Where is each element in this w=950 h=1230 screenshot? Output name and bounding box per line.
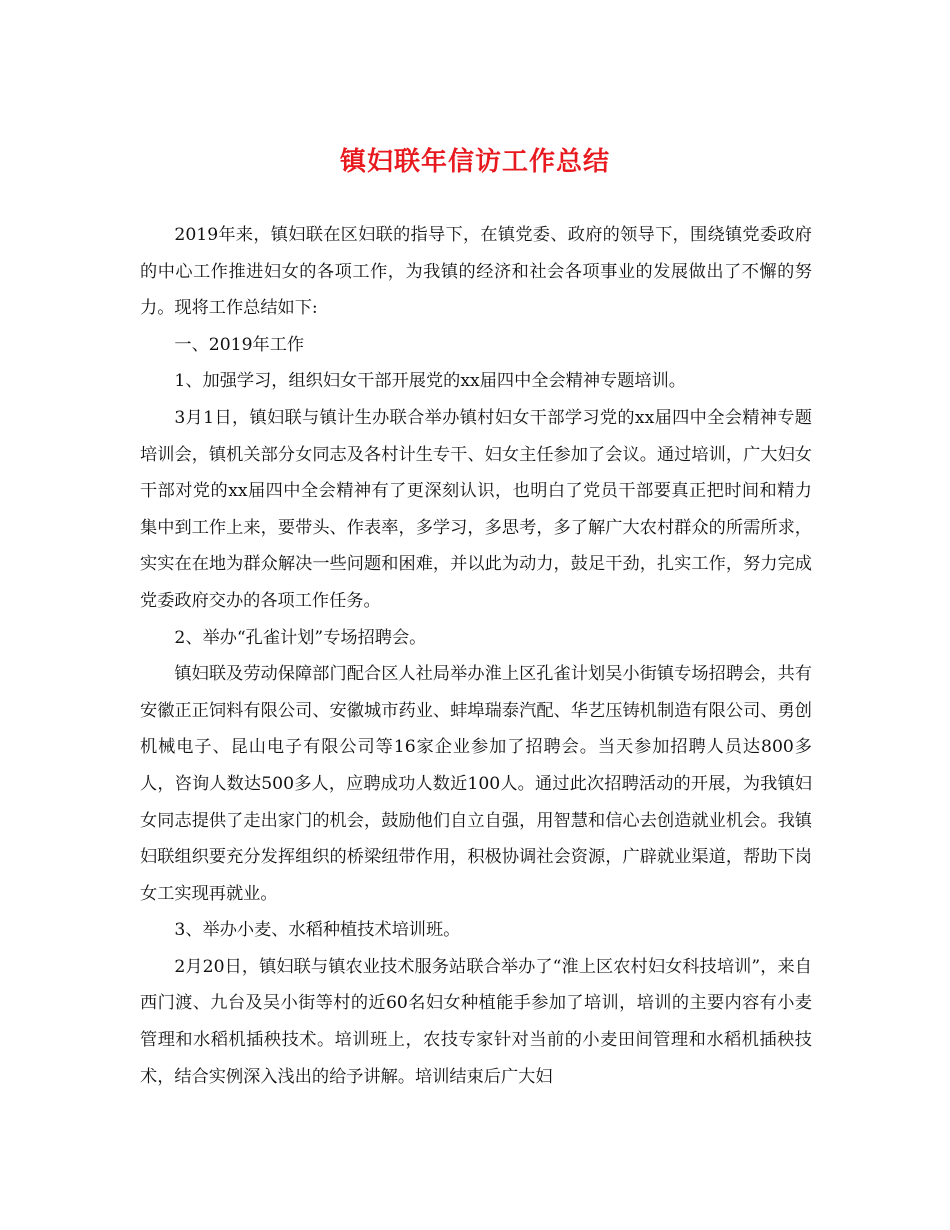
document-title: 镇妇联年信访工作总结 bbox=[339, 147, 610, 177]
item-heading-3: 3、举办小麦、水稻种植技术培训班。 bbox=[174, 920, 461, 941]
section-heading-2019-work: 一、2019年工作 bbox=[174, 334, 305, 355]
document-body bbox=[140, 217, 812, 1095]
paragraph-intro: 2019年来，镇妇联在区妇联的指导下，在镇党委、政府的领导下，围绕镇党委政府的中心工作推进妇女的各项工作，为我镇的经济和社会各项事业的发展做出了不懈的努力。现将工作总结如下: bbox=[140, 225, 812, 319]
paragraph-item-1: 3月1日，镇妇联与镇计生办联合举办镇村妇女干部学习党的xx届四中全会精神专题培训会，镇机关部分女同志及各村计生专干、妇女主任参加了会议。通过培训，广大妇女干部对党的xx届四中全会精神有了更深刻认识，也明白了党员干部要真正把时间和精力集中到工作上来，要带头、作表率，多学习，多思考，多了解广大农村群众的所需所求，实实在在地为群众解决一些问题和困难，并以此为动力，鼓足干劲，扎实工作，努力完成党委政府交办的各项工作任务。 bbox=[140, 407, 812, 611]
paragraph-item-2: 镇妇联及劳动保障部门配合区人社局举办淮上区孔雀计划吴小街镇专场招聘会，共有安徽正正饲料有限公司、安徽城市药业、蚌埠瑞泰汽配、华艺压铸机制造有限公司、勇创机械电子、昆山电子有限公司等16家企业参加了招聘会。当天参加招聘人员达800多人，咨询人数达500多人，应聘成功人数近100人。通过此次招聘活动的开展，为我镇妇女同志提供了走出家门的机会，鼓励他们自立自强，用智慧和信心去创造就业机会。我镇妇联组织要充分发挥组织的桥梁纽带作用，积极协调社会资源，广辟就业渠道，帮助下岗女工实现再就业。 bbox=[140, 664, 812, 904]
item-heading-1: 1、加强学习，组织妇女干部开展党的xx届四中全会精神专题培训。 bbox=[174, 371, 686, 392]
paragraph-item-3: 2月20日，镇妇联与镇农业技术服务站联合举办了“淮上区农村妇女科技培训”，来自西门渡、九台及吴小街等村的近60名妇女种植能手参加了培训，培训的主要内容有小麦管理和水稻机插秧技术。培训班上，农技专家针对当前的小麦田间管理和水稻机插秧技术，结合实例深入浅出的给予讲解。培训结束后广大妇 bbox=[140, 956, 812, 1087]
item-heading-2: 2、举办“孔雀计划”专场招聘会。 bbox=[174, 627, 427, 648]
